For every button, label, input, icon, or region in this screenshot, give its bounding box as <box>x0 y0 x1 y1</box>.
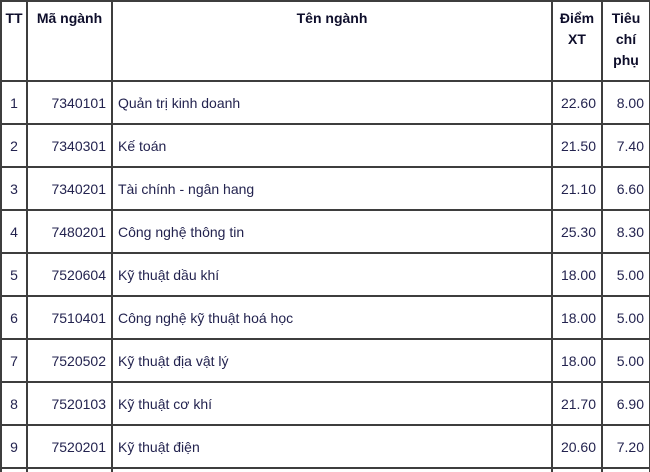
table-row <box>1 253 650 296</box>
cell-ten-nganh: Kỹ thuật điện <box>112 425 552 468</box>
cell-tt: 9 <box>1 425 27 468</box>
col-header-ten-nganh: Tên ngành <box>112 1 552 81</box>
cell-ma-nganh <box>27 468 112 472</box>
cell-ma-nganh: 7510401 <box>27 296 112 339</box>
cell-tt <box>1 468 27 472</box>
col-header-diem-xt: Điểm XT <box>552 1 602 81</box>
cell-tieu-chi-phu: 8.30 <box>602 210 650 253</box>
cell-ten-nganh: Quản trị kinh doanh <box>112 81 552 124</box>
cell-ma-nganh: 7520201 <box>27 425 112 468</box>
cell-tieu-chi-phu: 6.60 <box>602 167 650 210</box>
cell-tieu-chi-phu: 5.00 <box>602 339 650 382</box>
cell-diem-xt: 22.60 <box>552 81 602 124</box>
cell-ten-nganh: Công nghệ kỹ thuật hoá học <box>112 296 552 339</box>
cell-diem-xt: 21.10 <box>552 167 602 210</box>
cell-ten-nganh <box>112 468 552 472</box>
cell-ten-nganh: Kỹ thuật dầu khí <box>112 253 552 296</box>
cell-ma-nganh: 7520502 <box>27 339 112 382</box>
cell-tieu-chi-phu: 8.00 <box>602 81 650 124</box>
cell-ten-nganh: Kỹ thuật cơ khí <box>112 382 552 425</box>
cell-tieu-chi-phu <box>602 468 650 472</box>
table-row <box>1 81 650 124</box>
col-header-tt: TT <box>1 1 27 81</box>
table-row <box>1 382 650 425</box>
col-header-tieu-chi-phu: Tiêu chí phụ <box>602 1 650 81</box>
table-row <box>1 296 650 339</box>
cell-diem-xt: 25.30 <box>552 210 602 253</box>
cell-diem-xt: 18.00 <box>552 253 602 296</box>
cell-tieu-chi-phu: 7.40 <box>602 124 650 167</box>
table-header <box>1 1 650 81</box>
cell-tt: 3 <box>1 167 27 210</box>
cell-tt: 2 <box>1 124 27 167</box>
table-row <box>1 339 650 382</box>
cell-tt: 8 <box>1 382 27 425</box>
table-row <box>1 425 650 468</box>
cell-tt: 1 <box>1 81 27 124</box>
cell-diem-xt: 18.00 <box>552 339 602 382</box>
cell-tt: 4 <box>1 210 27 253</box>
cell-ma-nganh: 7520103 <box>27 382 112 425</box>
cell-ten-nganh: Kế toán <box>112 124 552 167</box>
cell-diem-xt <box>552 468 602 472</box>
cell-ma-nganh: 7520604 <box>27 253 112 296</box>
partial-row <box>1 468 650 472</box>
cell-tieu-chi-phu: 7.20 <box>602 425 650 468</box>
cell-ten-nganh: Kỹ thuật địa vật lý <box>112 339 552 382</box>
cell-diem-xt: 21.50 <box>552 124 602 167</box>
cell-tieu-chi-phu: 5.00 <box>602 253 650 296</box>
table-row <box>1 167 650 210</box>
cell-ma-nganh: 7340201 <box>27 167 112 210</box>
cell-tt: 7 <box>1 339 27 382</box>
cell-tt: 5 <box>1 253 27 296</box>
table-row <box>1 210 650 253</box>
cell-diem-xt: 20.60 <box>552 425 602 468</box>
cell-ma-nganh: 7480201 <box>27 210 112 253</box>
table-row <box>1 124 650 167</box>
header-row <box>1 1 650 81</box>
cell-ma-nganh: 7340301 <box>27 124 112 167</box>
cell-diem-xt: 18.00 <box>552 296 602 339</box>
cell-tieu-chi-phu: 5.00 <box>602 296 650 339</box>
col-header-ma-nganh: Mã ngành <box>27 1 112 81</box>
cell-ten-nganh: Tài chính - ngân hang <box>112 167 552 210</box>
cell-ma-nganh: 7340101 <box>27 81 112 124</box>
cell-diem-xt: 21.70 <box>552 382 602 425</box>
table-body <box>1 81 650 472</box>
cell-tt: 6 <box>1 296 27 339</box>
cell-tieu-chi-phu: 6.90 <box>602 382 650 425</box>
cell-ten-nganh: Công nghệ thông tin <box>112 210 552 253</box>
